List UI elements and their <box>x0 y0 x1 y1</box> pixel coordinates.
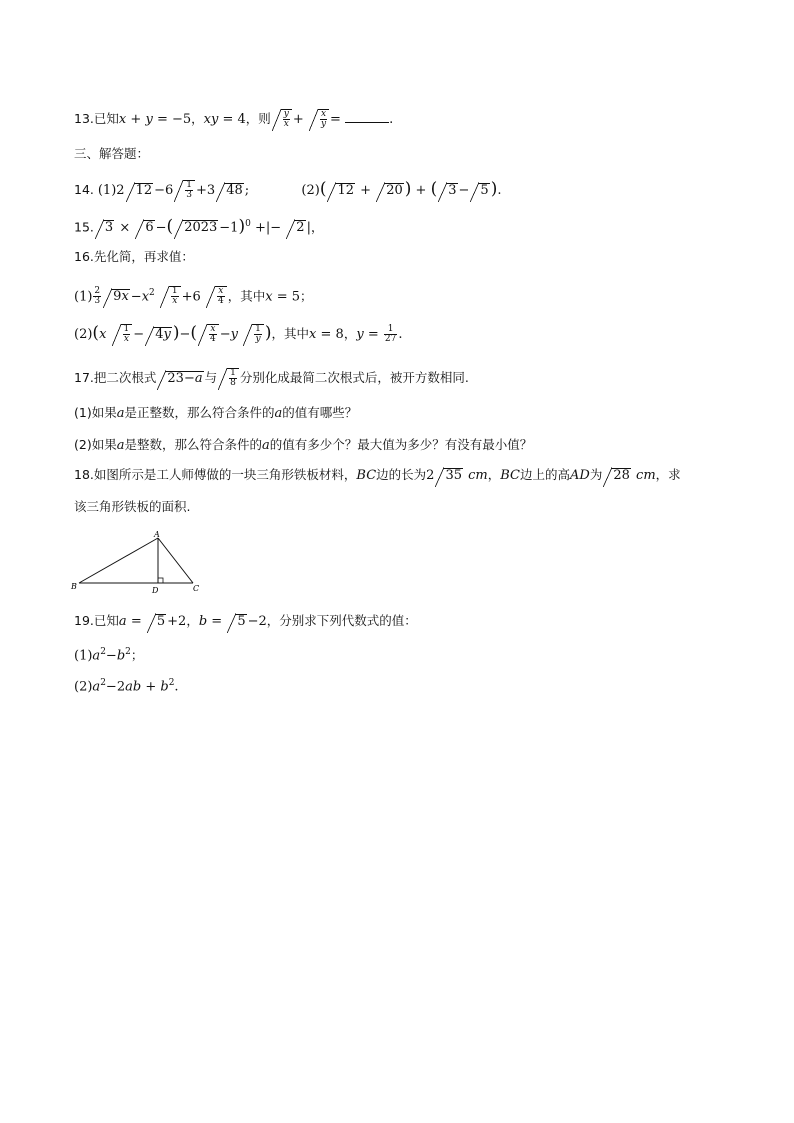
answer-blank <box>345 111 389 123</box>
label-d: D <box>152 586 159 595</box>
question-18-continued: 该三角形铁板的面积. <box>74 499 191 514</box>
question-19: 19.已知a = 5 +2，b = 5 −2，分别求下列代数式的值： <box>74 613 417 629</box>
question-17: 17.把二次根式 23−a 与 $\frac{1}{8}$ 分别化成最简二次根式后，被开方数相同. <box>74 368 469 388</box>
question-18: 18.如图所示是工人师傅做的一块三角形铁板材料，BC边的长为2 35 cm，BC边上的高AD为 28 cm，求 <box>74 467 681 483</box>
question-16-part-2: (2)(x $\frac{1}{x}$ − 4y )−( $\frac{x}{4}$ −y $\frac{1}{y}$ )，其中x = 8，y = $\frac{1}{27}$ . <box>74 323 403 344</box>
question-19-part-2: $(2)a^2-2ab + b^2$. <box>74 678 179 695</box>
label-b: B <box>71 582 77 591</box>
edge-ab <box>79 538 158 583</box>
right-angle-mark <box>158 578 163 583</box>
section-title: 三、解答题： <box>74 146 150 161</box>
question-16: 16.先化简，再求值： <box>74 249 194 264</box>
edge-ac <box>158 538 193 583</box>
q13-number: 13. <box>74 111 94 126</box>
label-c: C <box>193 584 200 593</box>
label-a: A <box>154 530 160 539</box>
question-17-part-1: (1)如果a是正整数，那么符合条件的a的值有哪些？ <box>74 405 358 421</box>
question-16-part-1: (1) $\frac{2}{3}$ $9x -x^2$ $\frac{1}{x}$ +6 $\frac{x}{4}$ ，其中x = 5； <box>74 286 313 307</box>
question-13: 13.已知x + y = −5，xy = 4，则 $\frac{y}{x}$ + $\frac{x}{y}$ = . <box>74 109 394 129</box>
question-17-part-2: (2)如果a是整数，那么符合条件的a的值有多少个？最大值为多少？有没有最小值？ <box>74 437 533 453</box>
triangle-figure <box>66 530 216 598</box>
question-14: 14. (1)2 12 −6 $\frac{1}{3}$ +3 48 ; (2)( 12 + 20 ) + ( 3 − 5 ). <box>74 179 502 200</box>
question-15: 15. 3 × 6 −( 2023 −1)$^0$ +|− 2 |， <box>74 216 324 237</box>
question-19-part-1: $(1)a^2-b^2$； <box>74 647 144 664</box>
